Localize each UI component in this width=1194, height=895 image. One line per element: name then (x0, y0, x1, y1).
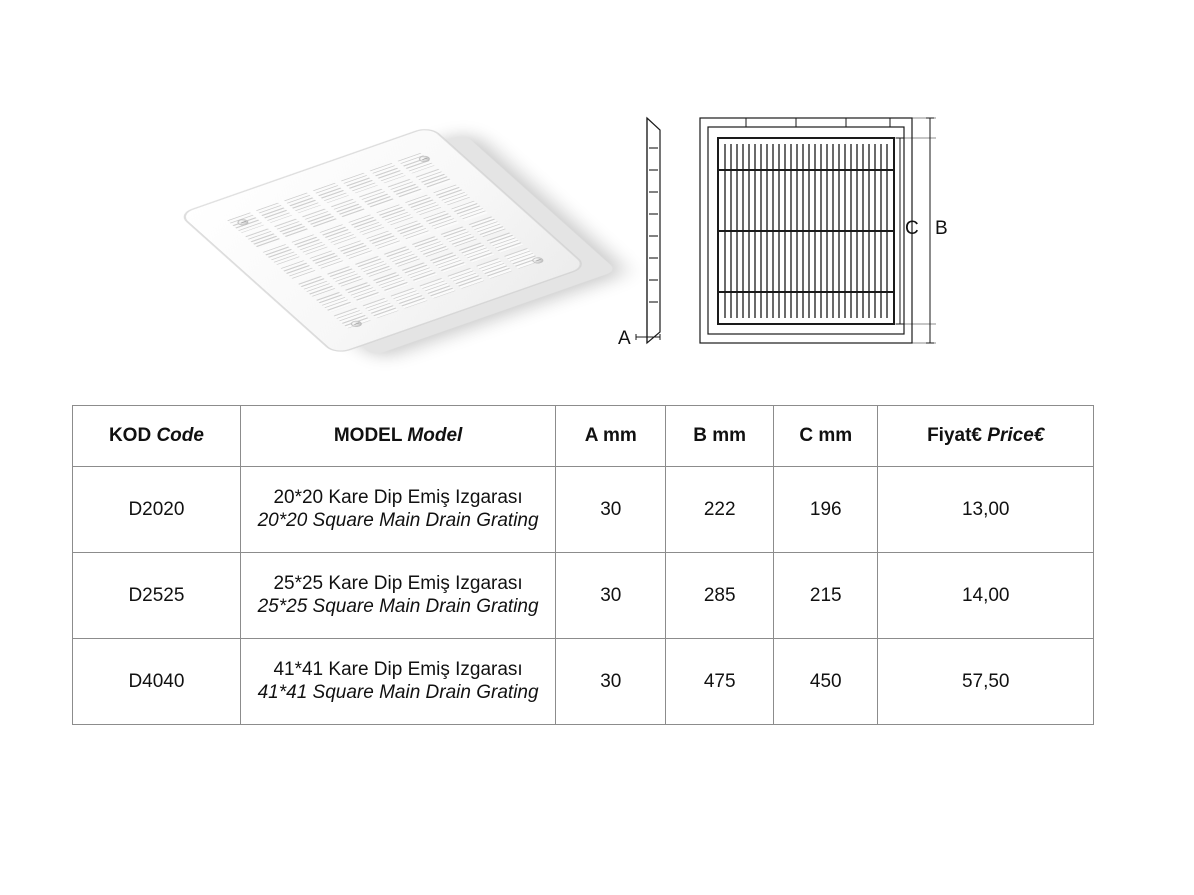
grating-cell (412, 236, 449, 256)
grating-cell (458, 242, 495, 262)
grating-cell (384, 246, 421, 266)
cell-b: 475 (666, 639, 774, 725)
technical-drawing (600, 100, 1020, 370)
grating-cell (273, 218, 310, 238)
grating-cell (320, 224, 357, 244)
grating-cell (401, 262, 438, 282)
product-photo (190, 95, 570, 370)
dimension-label-b: B (935, 218, 948, 239)
grating-cell (291, 234, 328, 254)
screw-icon (530, 256, 545, 264)
grating-cell (433, 185, 470, 205)
grating-cell (362, 298, 399, 318)
cell-kod: D2020 (73, 467, 241, 553)
header-model-tr: MODEL (333, 425, 403, 446)
cell-model-en: 20*20 Square Main Drain Grating (257, 509, 539, 531)
grating-cell (337, 240, 374, 260)
product-face-plate (179, 126, 587, 354)
cell-kod: D2525 (73, 553, 241, 639)
grating-cell (344, 282, 381, 302)
cell-a: 30 (556, 639, 666, 725)
cell-price: 57,50 (878, 639, 1094, 725)
grating-cell (377, 204, 414, 224)
grating-cell (298, 276, 335, 296)
header-kod-en: Code (156, 425, 204, 446)
cell-model-tr: 25*25 Kare Dip Emiş Izgarası (273, 573, 523, 595)
grating-cell (284, 193, 321, 213)
grating-cell (416, 169, 453, 189)
grating-cell (505, 248, 542, 268)
figure-area (0, 0, 1194, 390)
header-c: C mm (774, 406, 878, 467)
grating-cell (423, 210, 460, 230)
grating-cell (469, 216, 506, 236)
grating-cell (330, 198, 367, 218)
grating-cell (359, 189, 396, 209)
grating-cell (405, 195, 442, 215)
cell-b: 285 (666, 553, 774, 639)
grating-cell (398, 153, 435, 173)
table-row (73, 467, 1094, 553)
grating-cell (369, 163, 406, 183)
header-model-en: Model (407, 425, 463, 446)
header-price-tr: Fiyat€ (927, 425, 982, 446)
grating-cell (419, 278, 456, 298)
cell-model-tr: 20*20 Kare Dip Emiş Izgarası (273, 487, 523, 509)
grating-cell (451, 200, 488, 220)
table-header-row (73, 406, 1094, 467)
grating-cell (309, 250, 346, 270)
grating-cell (341, 173, 378, 193)
technical-drawing-svg (600, 100, 1020, 370)
cell-b: 222 (666, 467, 774, 553)
spec-table (72, 405, 1094, 725)
grating-cell (391, 288, 428, 308)
cell-model (240, 553, 555, 639)
grating-cell (280, 260, 317, 280)
grating-cell (387, 179, 424, 199)
cell-a: 30 (556, 467, 666, 553)
screw-icon (349, 320, 364, 328)
side-profile-outline (647, 118, 660, 343)
cell-model-en: 25*25 Square Main Drain Grating (257, 595, 539, 617)
header-b: B mm (666, 406, 774, 467)
header-a: A mm (556, 406, 666, 467)
header-price (878, 406, 1094, 467)
grating-cell (327, 266, 364, 286)
grating-cell (366, 230, 403, 250)
cell-c: 215 (774, 553, 878, 639)
header-kod (73, 406, 241, 467)
grating-cell (263, 244, 300, 264)
grating-cell (312, 183, 349, 203)
grating-cell (441, 226, 478, 246)
table-row (73, 553, 1094, 639)
grating-cell (227, 212, 264, 232)
grating-cell (256, 202, 293, 222)
grating-cell (476, 258, 513, 278)
grating-cell (394, 220, 431, 240)
dimension-label-c: C (905, 218, 919, 239)
cell-model-tr: 41*41 Kare Dip Emiş Izgarası (273, 659, 523, 681)
grating-cell (334, 308, 371, 328)
cell-model (240, 467, 555, 553)
cell-c: 196 (774, 467, 878, 553)
cell-c: 450 (774, 639, 878, 725)
grating-cell (448, 268, 485, 288)
grating-cell (302, 208, 339, 228)
grating-cell (373, 272, 410, 292)
cell-model (240, 639, 555, 725)
cell-price: 13,00 (878, 467, 1094, 553)
cell-kod: D4040 (73, 639, 241, 725)
grating-cell (487, 232, 524, 252)
cell-model-en: 41*41 Square Main Drain Grating (257, 681, 539, 703)
spec-table-container (72, 405, 1094, 725)
grating-cell (245, 228, 282, 248)
grating-cell (430, 252, 467, 272)
grating-slots (227, 153, 541, 329)
header-price-en: Price€ (987, 425, 1045, 446)
grating-cell (348, 214, 385, 234)
table-row (73, 639, 1094, 725)
grating-cell (316, 292, 353, 312)
header-model (240, 406, 555, 467)
product-perspective (150, 110, 571, 329)
grating-cell (355, 256, 392, 276)
cell-price: 14,00 (878, 553, 1094, 639)
dimension-label-a: A (618, 328, 631, 349)
header-kod-tr: KOD (108, 425, 152, 446)
cell-a: 30 (556, 553, 666, 639)
